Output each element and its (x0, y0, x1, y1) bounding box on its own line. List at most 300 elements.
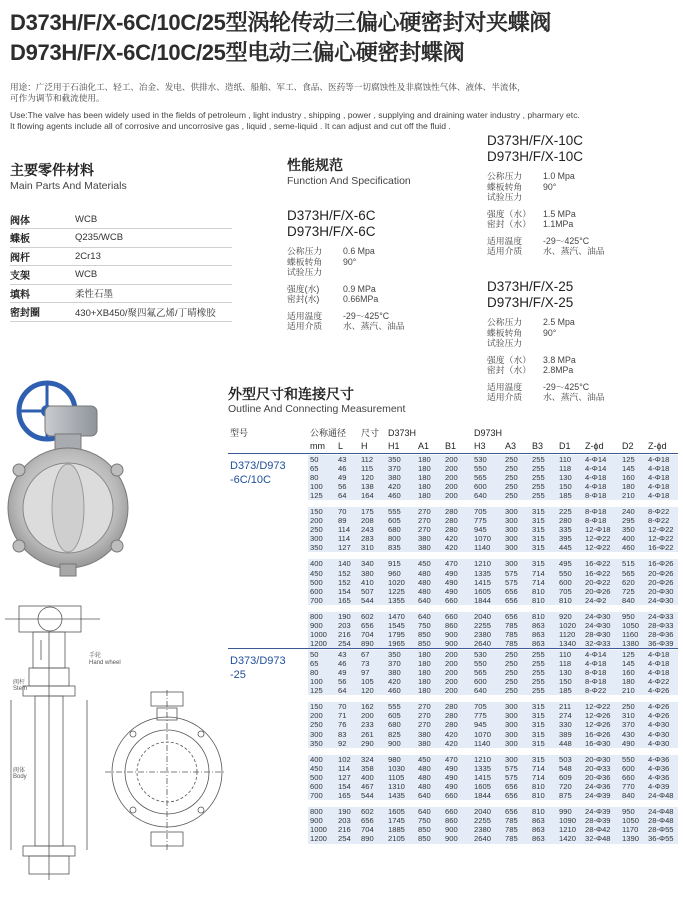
spec-medium (487, 392, 605, 403)
table-cell: 270 (416, 702, 443, 711)
part-material: WCB (75, 210, 232, 229)
table-row (228, 455, 678, 464)
table-cell: 20-Φ36 (583, 773, 620, 782)
table-cell: 1885 (386, 825, 416, 834)
table-cell: 24-Φ39 (583, 807, 620, 816)
table-cell: 200 (443, 455, 472, 464)
table-cell: 300 (503, 507, 530, 516)
table-cell: 750 (416, 816, 443, 825)
parts-row (10, 303, 232, 322)
spec-seal (487, 219, 605, 230)
table-cell: 233 (359, 720, 386, 729)
table-cell: 863 (530, 630, 557, 639)
table-cell: 704 (359, 630, 386, 639)
table-cell: 467 (359, 782, 386, 791)
table-cell: 450 (308, 764, 336, 773)
table-cell: 80 (308, 668, 336, 677)
table-cell: 310 (359, 543, 386, 552)
spec-test-label: 试验压力 (287, 267, 323, 277)
table-cell: 640 (416, 791, 443, 800)
table-cell: 445 (557, 543, 583, 552)
table-cell: 810 (557, 596, 583, 605)
spec-temp-label: 适用温度 (287, 310, 323, 321)
table-cell: 370 (620, 720, 646, 729)
table-cell: 420 (386, 677, 416, 686)
table-cell: 70 (336, 702, 359, 711)
table-cell: 350 (308, 739, 336, 748)
table-cell: 395 (557, 534, 583, 543)
table-cell: 32-Φ48 (583, 834, 620, 843)
table-cell: 1335 (472, 569, 503, 578)
table-cell: 4-Φ36 (646, 764, 678, 773)
column-header: Z-ϕd (648, 441, 667, 451)
table-cell: 315 (530, 543, 557, 552)
table-cell: 140 (336, 559, 359, 568)
table-cell: 250 (503, 650, 530, 659)
table-cell: 350 (386, 455, 416, 464)
table-cell: 875 (557, 791, 583, 800)
table-cell: 300 (308, 534, 336, 543)
table-cell: 12-Φ22 (583, 543, 620, 552)
table-cell: 1200 (308, 834, 336, 843)
table-cell: 270 (416, 711, 443, 720)
table-cell: 250 (503, 482, 530, 491)
table-cell: 2640 (472, 834, 503, 843)
table-cell: 28-Φ33 (646, 621, 678, 630)
table-cell: 56 (336, 482, 359, 491)
table-cell: 1020 (557, 621, 583, 630)
table-cell: 600 (620, 764, 646, 773)
table-cell: 200 (443, 482, 472, 491)
table-cell: 280 (443, 516, 472, 525)
table-cell: 12-Φ22 (583, 702, 620, 711)
table-cell: 705 (472, 507, 503, 516)
table-cell: 945 (472, 525, 503, 534)
table-cell: 660 (620, 773, 646, 782)
table-cell: 1310 (386, 782, 416, 791)
table-cell: 24-Φ30 (646, 596, 678, 605)
table-cell: 280 (443, 720, 472, 729)
table-cell: 200 (443, 473, 472, 482)
spec-seal (487, 365, 605, 376)
column-header: L (338, 441, 344, 451)
table-cell: 250 (308, 525, 336, 534)
table-cell: 180 (416, 650, 443, 659)
table-cell: 860 (443, 816, 472, 825)
table-cell: 254 (336, 639, 359, 649)
table-cell: 255 (530, 482, 557, 491)
table-cell: 315 (530, 534, 557, 543)
spec-model-1: D373H/F/X-25 (487, 279, 574, 294)
table-cell: 150 (557, 677, 583, 686)
spec-angle-value: 90° (543, 181, 557, 192)
table-cell: 950 (620, 612, 646, 621)
table-cell: 4-Φ18 (646, 491, 678, 500)
column-header: A1 (418, 441, 430, 451)
table-cell: 785 (503, 816, 530, 825)
table-cell: 315 (530, 711, 557, 720)
table-cell: 4-Φ22 (646, 677, 678, 686)
table-cell: 1160 (620, 630, 646, 639)
table-cell: 110 (557, 455, 583, 464)
table-cell: 8-Φ22 (646, 507, 678, 516)
spec-strength-label: 强度(水) (287, 283, 320, 294)
part-material: 430+XB450/聚四氟乙烯/丁晴橡胶 (75, 303, 232, 322)
table-cell: 640 (416, 807, 443, 816)
spec-pressure (487, 171, 605, 182)
table-cell: 300 (503, 730, 530, 739)
table-cell: 600 (472, 482, 503, 491)
table-cell: 200 (443, 686, 472, 695)
table-cell: 28-Φ55 (646, 825, 678, 834)
table-cell: 315 (530, 755, 557, 764)
table-cell: 250 (503, 659, 530, 668)
dims-header-1 (228, 427, 678, 440)
header-blank (557, 427, 678, 440)
spec-angle-label: 蝶板转角 (287, 256, 323, 267)
table-cell: 225 (557, 507, 583, 516)
table-cell: 2255 (472, 816, 503, 825)
table-cell: 310 (620, 711, 646, 720)
spec-strength-value: 3.8 MPa (543, 354, 576, 365)
table-cell: 46 (336, 659, 359, 668)
table-cell: 1795 (386, 630, 416, 639)
table-cell: 350 (308, 543, 336, 552)
table-cell: 2380 (472, 630, 503, 639)
table-cell: 656 (503, 612, 530, 621)
table-cell: 420 (443, 534, 472, 543)
table-cell: 4-Φ18 (646, 659, 678, 668)
table-cell: 105 (359, 677, 386, 686)
table-cell: 785 (503, 825, 530, 834)
table-cell: 24-Φ48 (646, 791, 678, 800)
table-cell: 1050 (620, 816, 646, 825)
table-cell: 255 (530, 668, 557, 677)
table-cell: 450 (308, 569, 336, 578)
table-cell: 460 (386, 686, 416, 695)
table-cell: 4-Φ30 (646, 720, 678, 729)
table-cell: 315 (530, 730, 557, 739)
table-cell: 380 (416, 534, 443, 543)
table-cell: 250 (503, 686, 530, 695)
table-cell: 490 (620, 739, 646, 748)
page-title-2: D973H/F/X-6C/10C/25型电动三偏心硬密封蝶阀 (10, 40, 465, 65)
label-handwheel-en: Hand wheel (89, 660, 121, 666)
table-cell: 315 (530, 739, 557, 748)
table-cell: 200 (308, 516, 336, 525)
table-cell: 138 (359, 482, 386, 491)
table-cell: 775 (472, 711, 503, 720)
table-cell: 380 (386, 668, 416, 677)
table-cell: 315 (530, 525, 557, 534)
table-cell: 200 (443, 464, 472, 473)
table-cell: 1120 (557, 630, 583, 639)
table-cell: 4-Φ30 (646, 730, 678, 739)
table-cell: 700 (308, 596, 336, 605)
table-cell: 65 (308, 464, 336, 473)
table-cell: 4-Φ14 (583, 464, 620, 473)
table-cell: 863 (530, 639, 557, 649)
table-cell: 600 (472, 677, 503, 686)
spec-angle (487, 328, 605, 339)
table-cell: 656 (503, 791, 530, 800)
spec-seal-value: 1.1MPa (543, 219, 574, 229)
table-cell: 24-Φ48 (646, 807, 678, 816)
table-cell: 100 (308, 482, 336, 491)
table-cell: 16-Φ26 (583, 730, 620, 739)
table-cell: 250 (308, 720, 336, 729)
column-header: H1 (388, 441, 400, 451)
label-body-en: Body (13, 774, 27, 780)
table-cell: 810 (530, 791, 557, 800)
spec-block-25 (487, 279, 605, 403)
group-label-line1: D373/D973 (230, 654, 286, 667)
table-cell: 770 (620, 782, 646, 791)
table-cell: 660 (443, 596, 472, 605)
table-cell: 400 (620, 534, 646, 543)
table-cell: 49 (336, 473, 359, 482)
table-cell: 16-Φ22 (646, 543, 678, 552)
table-cell: 250 (503, 677, 530, 686)
spec-temp-value: -29～425°C (343, 310, 390, 321)
table-cell: 340 (359, 559, 386, 568)
table-cell: 8-Φ18 (583, 507, 620, 516)
table-cell: 550 (557, 569, 583, 578)
part-name: 支架 (10, 266, 75, 285)
table-cell: 4-Φ18 (646, 473, 678, 482)
table-cell: 575 (503, 773, 530, 782)
spec-temp (487, 236, 605, 247)
table-cell: 350 (620, 525, 646, 534)
spec-temp-value: -29～425°C (543, 381, 590, 392)
table-cell: 900 (443, 825, 472, 834)
table-cell: 280 (557, 516, 583, 525)
table-cell: 785 (503, 639, 530, 649)
table-cell: 165 (336, 791, 359, 800)
table-cell: 840 (620, 596, 646, 605)
table-cell: 24-Φ39 (583, 791, 620, 800)
table-cell: 810 (530, 807, 557, 816)
table-cell: 1420 (557, 834, 583, 843)
table-cell: 600 (557, 578, 583, 587)
table-cell: 980 (386, 755, 416, 764)
table-cell: 656 (503, 807, 530, 816)
table-cell: 945 (472, 720, 503, 729)
table-cell: 254 (336, 834, 359, 843)
table-cell: 530 (472, 650, 503, 659)
table-cell: 145 (620, 659, 646, 668)
parts-title: 主要零件材料 (10, 162, 94, 178)
table-cell: 810 (530, 587, 557, 596)
table-cell: 1545 (386, 621, 416, 630)
table-cell: 705 (557, 587, 583, 596)
table-cell: 255 (530, 659, 557, 668)
table-cell: 850 (416, 825, 443, 834)
spec-model-2: D973H/F/X-10C (487, 149, 584, 164)
table-cell: 50 (308, 455, 336, 464)
table-cell: 605 (386, 516, 416, 525)
table-cell: 270 (416, 525, 443, 534)
table-cell: 470 (443, 755, 472, 764)
valve-body-icon (8, 448, 128, 576)
spec-test-label: 试验压力 (487, 338, 523, 348)
table-cell: 490 (443, 578, 472, 587)
table-cell: 4-Φ18 (646, 668, 678, 677)
table-cell: 785 (503, 630, 530, 639)
table-cell: 1335 (472, 764, 503, 773)
table-cell: 20-Φ30 (583, 755, 620, 764)
table-cell: 92 (336, 739, 359, 748)
table-cell: 1020 (386, 578, 416, 587)
table-cell: 130 (557, 473, 583, 482)
dims-title: 外型尺寸和连接尺寸 (228, 386, 354, 402)
table-cell: 4-Φ14 (583, 455, 620, 464)
table-cell: 127 (336, 543, 359, 552)
spec-strength (487, 209, 605, 220)
table-cell: 960 (386, 569, 416, 578)
table-cell: 544 (359, 791, 386, 800)
table-cell: 152 (336, 569, 359, 578)
table-cell: 400 (308, 559, 336, 568)
table-cell: 165 (336, 596, 359, 605)
table-cell: 180 (416, 464, 443, 473)
table-cell: 1200 (308, 639, 336, 649)
table-cell: 12-Φ22 (646, 525, 678, 534)
spec-seal-label: 密封（水） (487, 365, 531, 375)
table-cell: 507 (359, 587, 386, 596)
table-cell: 315 (530, 702, 557, 711)
table-cell: 2040 (472, 612, 503, 621)
table-cell: 575 (503, 764, 530, 773)
table-cell: 110 (557, 650, 583, 659)
table-cell: 20-Φ33 (583, 764, 620, 773)
table-cell: 350 (386, 650, 416, 659)
header-size: 尺寸 (361, 428, 380, 438)
table-cell: 28-Φ30 (583, 630, 620, 639)
table-cell: 280 (443, 711, 472, 720)
table-cell: 656 (359, 621, 386, 630)
table-cell: 200 (443, 659, 472, 668)
table-cell: 100 (308, 677, 336, 686)
table-cell: 380 (416, 739, 443, 748)
spec-model-1: D373H/F/X-6C (287, 208, 376, 223)
table-cell: 50 (308, 650, 336, 659)
table-cell: 216 (336, 630, 359, 639)
table-cell: 250 (620, 702, 646, 711)
spec-block-10c (487, 133, 605, 257)
table-cell: 8-Φ18 (583, 668, 620, 677)
table-cell: 550 (472, 659, 503, 668)
table-cell: 835 (386, 543, 416, 552)
table-cell: 785 (503, 834, 530, 843)
table-cell: 380 (416, 543, 443, 552)
table-cell: 300 (308, 730, 336, 739)
table-cell: 450 (416, 755, 443, 764)
table-cell: 150 (308, 702, 336, 711)
table-cell: 495 (557, 559, 583, 568)
spec-seal-label: 密封(水) (287, 294, 320, 304)
table-cell: 1210 (472, 559, 503, 568)
table-cell: 70 (336, 507, 359, 516)
table-cell: 150 (557, 482, 583, 491)
spec-pressure-label: 公称压力 (287, 246, 323, 256)
table-cell: 863 (530, 825, 557, 834)
table-cell: 28-Φ42 (583, 825, 620, 834)
table-cell: 180 (416, 491, 443, 500)
table-cell: 83 (336, 730, 359, 739)
table-cell: 127 (336, 773, 359, 782)
table-cell: 180 (416, 473, 443, 482)
part-name: 阀杆 (10, 247, 75, 266)
table-cell: 640 (416, 596, 443, 605)
parts-title-en: Main Parts And Materials (10, 180, 127, 192)
table-cell: 660 (443, 612, 472, 621)
table-cell: 605 (386, 711, 416, 720)
table-cell: 112 (359, 455, 386, 464)
table-cell: 125 (620, 455, 646, 464)
table-cell: 152 (336, 578, 359, 587)
table-cell: 211 (557, 702, 583, 711)
table-cell: 548 (557, 764, 583, 773)
table-cell: 130 (557, 668, 583, 677)
table-cell: 1605 (472, 782, 503, 791)
table-cell: 240 (620, 507, 646, 516)
spec-test (487, 192, 605, 203)
table-cell: 280 (443, 507, 472, 516)
table-cell: 243 (359, 525, 386, 534)
table-cell: 1355 (386, 596, 416, 605)
table-cell: 175 (359, 507, 386, 516)
parts-row (10, 266, 232, 285)
table-cell: 480 (416, 782, 443, 791)
table-cell: 125 (308, 491, 336, 500)
table-cell: 154 (336, 782, 359, 791)
table-cell: 2105 (386, 834, 416, 843)
table-cell: 43 (336, 455, 359, 464)
table-cell: 24-Φ36 (583, 782, 620, 791)
table-cell: 810 (530, 782, 557, 791)
table-cell: 490 (443, 587, 472, 596)
column-header: D1 (559, 441, 571, 451)
spec-angle-value: 90° (343, 256, 357, 267)
table-cell: 900 (443, 630, 472, 639)
spec-pressure-value: 1.0 Mpa (543, 171, 575, 181)
table-cell: 300 (503, 543, 530, 552)
table-cell: 575 (503, 578, 530, 587)
header-model: 型号 (230, 428, 249, 438)
table-cell: 154 (336, 587, 359, 596)
table-cell: 270 (416, 720, 443, 729)
table-cell: 210 (620, 491, 646, 500)
table-cell: 620 (620, 578, 646, 587)
table-cell: 4-Φ18 (583, 659, 620, 668)
table-cell: 12-Φ18 (583, 525, 620, 534)
table-cell: 656 (359, 816, 386, 825)
table-cell: 480 (416, 578, 443, 587)
table-cell: 49 (336, 668, 359, 677)
table-cell: 125 (308, 686, 336, 695)
table-cell: 840 (620, 791, 646, 800)
table-cell: 863 (530, 621, 557, 630)
table-cell: 180 (416, 677, 443, 686)
table-cell: 389 (557, 730, 583, 739)
table-cell: 80 (308, 473, 336, 482)
table-cell: 255 (530, 650, 557, 659)
table-cell: 315 (530, 516, 557, 525)
table-cell: 118 (557, 659, 583, 668)
label-handwheel: 手轮 (89, 653, 102, 659)
table-cell: 380 (416, 730, 443, 739)
